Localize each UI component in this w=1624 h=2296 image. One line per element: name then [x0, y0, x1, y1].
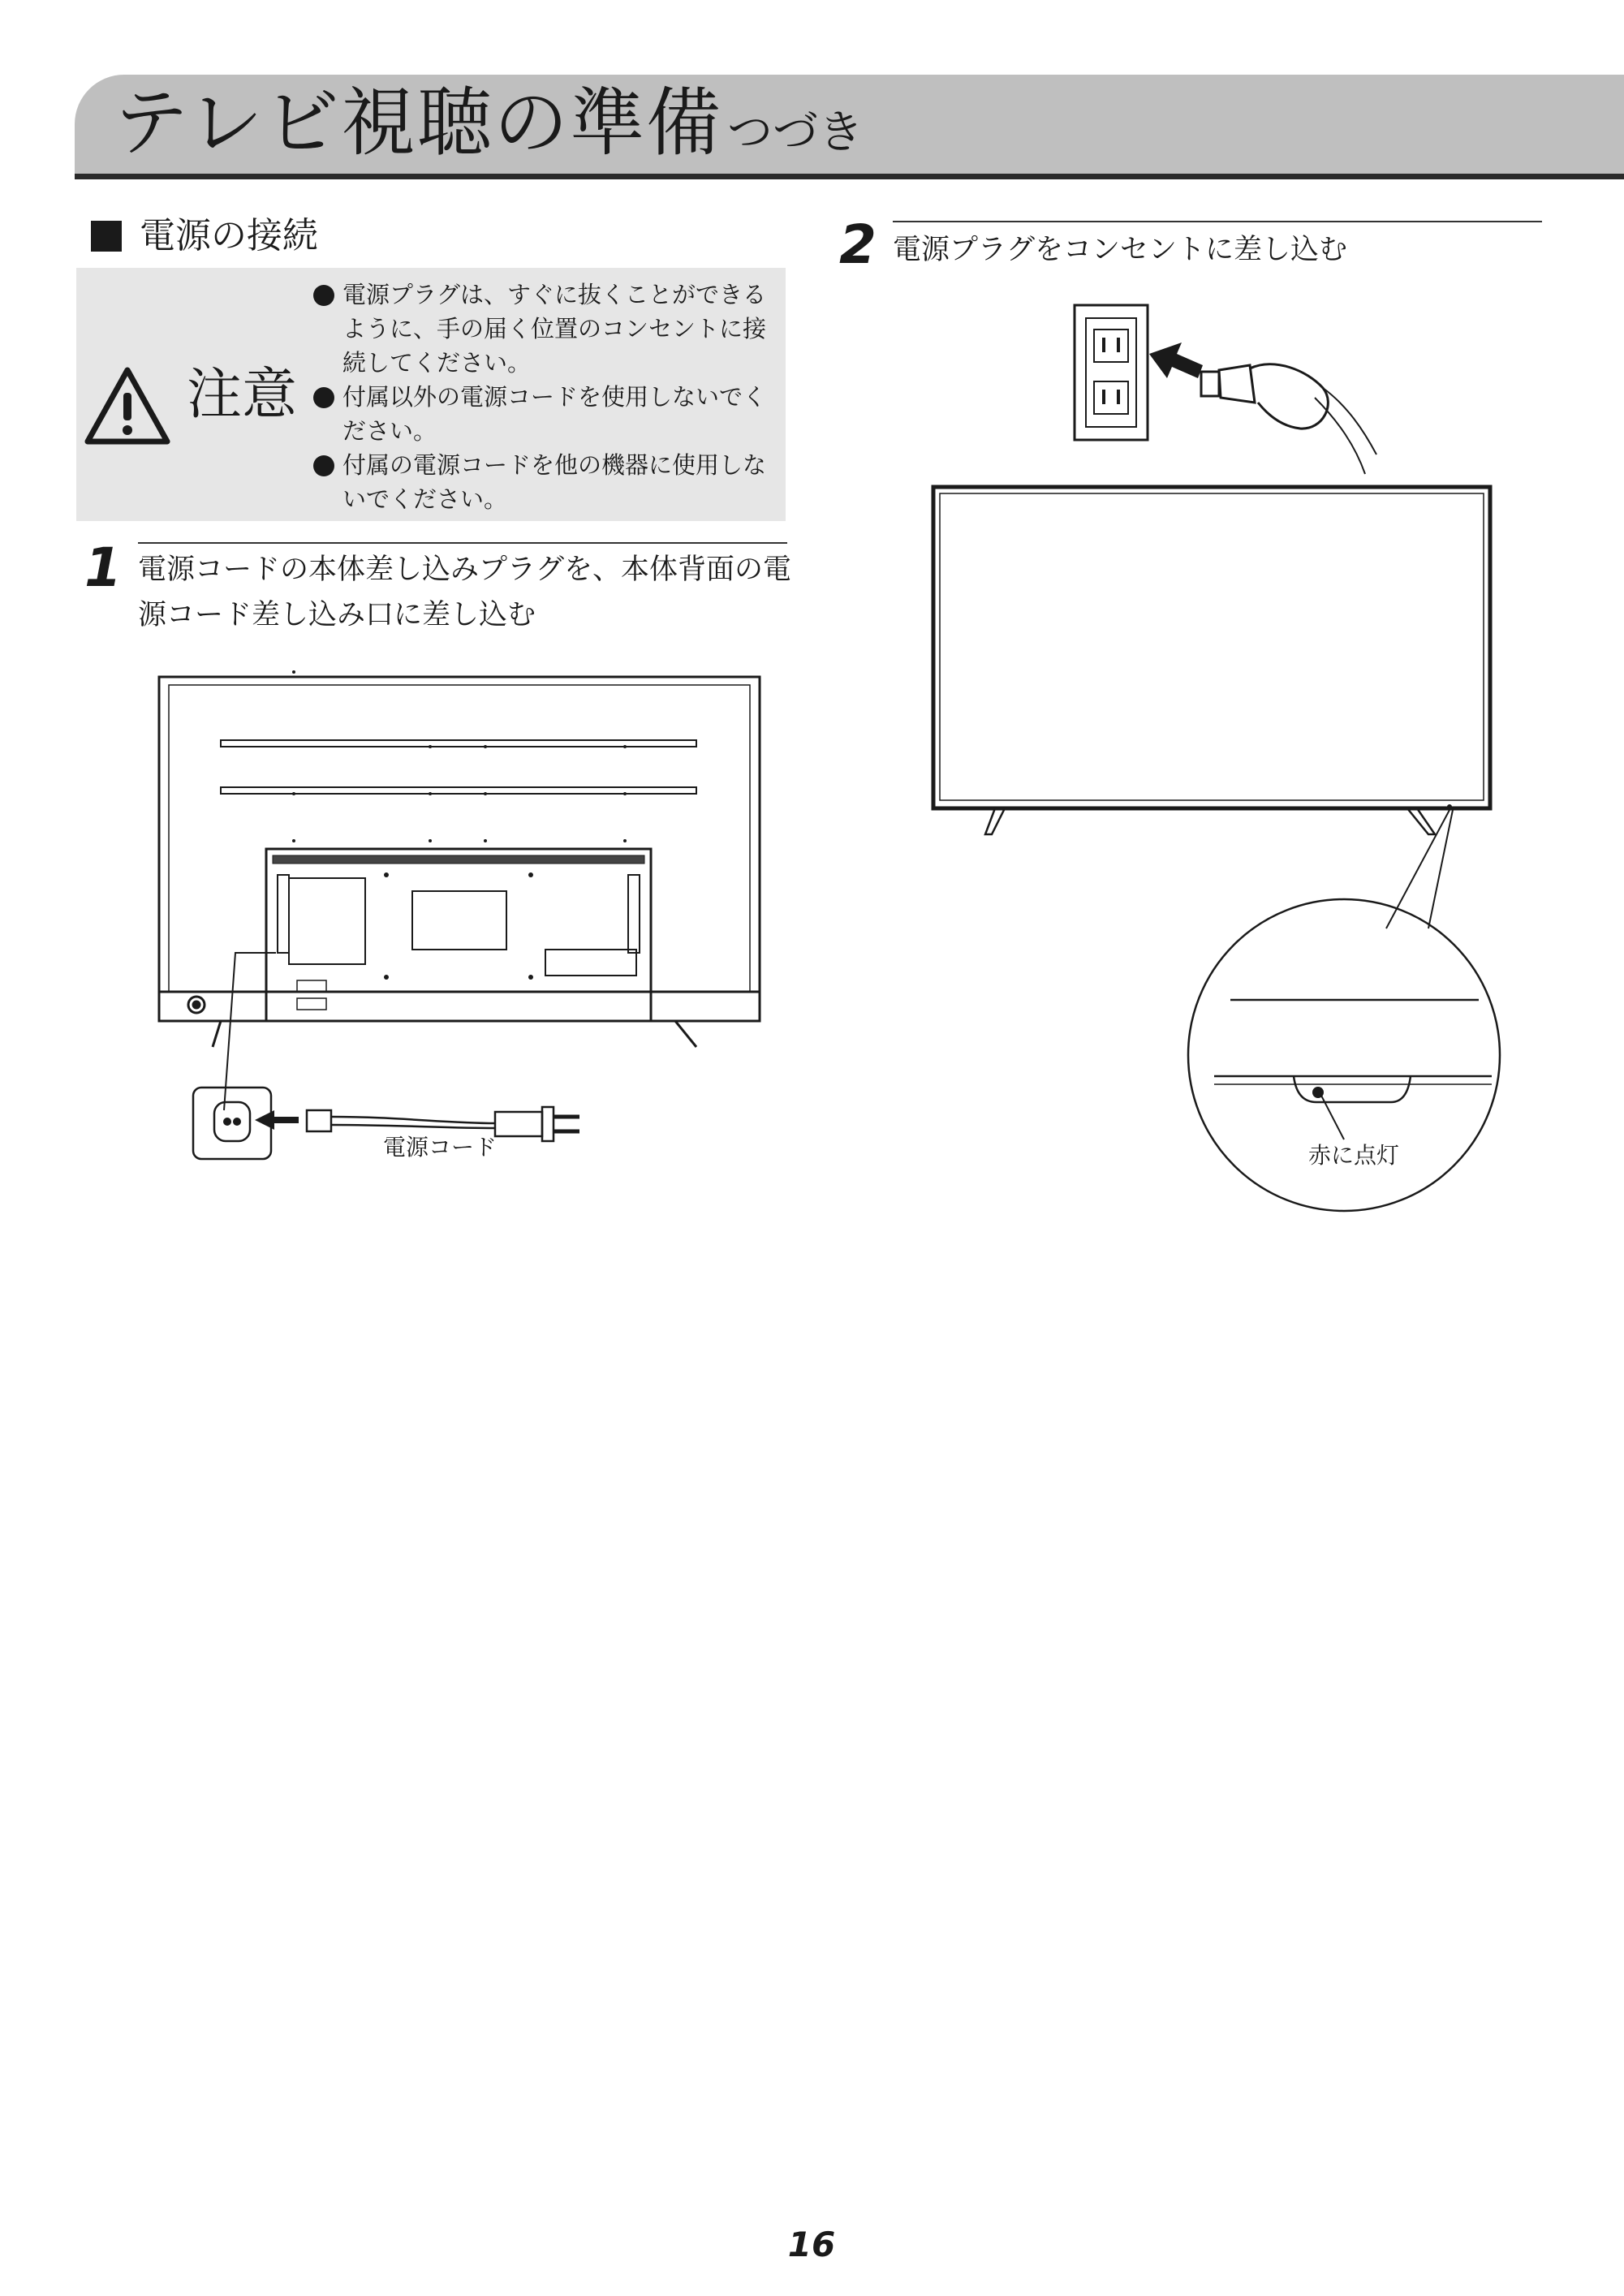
step-number: 2 — [839, 213, 877, 276]
section-heading: 電源の接続 — [140, 215, 318, 256]
step-rule — [138, 542, 787, 544]
section-bullet-square — [91, 221, 122, 252]
tv-back-illustration — [154, 672, 771, 1159]
indicator-caption: 赤に点灯 — [1308, 1142, 1400, 1169]
power-cord-caption: 電源コード — [383, 1134, 498, 1161]
step-instruction: 電源プラグをコンセントに差し込む — [893, 234, 1348, 266]
step-instruction: 電源コードの本体差し込みプラグを、本体背面の電源コード差し込み口に差し込む — [138, 554, 792, 631]
caution-label: 注意 — [187, 363, 298, 427]
caution-item: 付属の電源コードを他の機器に使用しないでください。 — [313, 448, 784, 516]
wall-outlet-illustration — [1071, 300, 1380, 479]
page-title: テレビ視聴の準備 — [114, 80, 723, 166]
caution-item: 電源プラグは、すぐに抜くことができるように、手の届く位置のコンセントに接続してください。 — [313, 278, 784, 380]
caution-list — [313, 278, 784, 516]
page-number: 16 — [787, 2225, 836, 2264]
warning-triangle-icon — [83, 365, 172, 446]
tv-front-illustration — [930, 484, 1498, 1230]
caution-item: 付属以外の電源コードを使用しないでください。 — [313, 380, 784, 448]
step-rule — [893, 221, 1542, 222]
page-title-suffix: つづき — [727, 106, 864, 159]
step-number: 1 — [84, 536, 122, 599]
